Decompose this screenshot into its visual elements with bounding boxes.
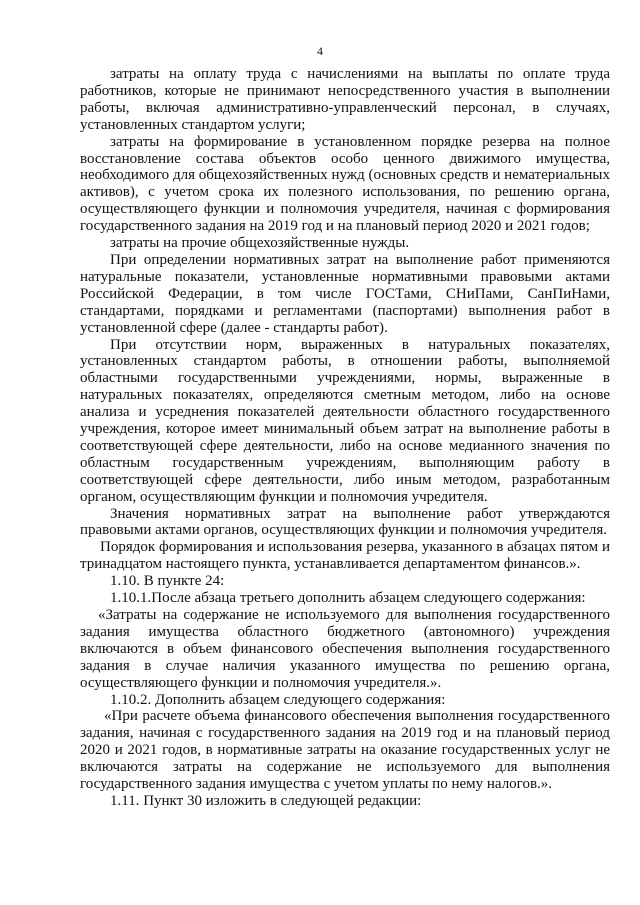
paragraph-item-1-10-1: 1.10.1.После абзаца третьего дополнить абзацем следующего содержания:: [110, 590, 586, 607]
paragraph-cost-values: Значения нормативных затрат на выполнение работ утверждаются правовыми актами органов, осуществляющих функции и полномочия учредителя.: [80, 505, 610, 539]
paragraph-natural-indicators: При определении нормативных затрат на выполнение работ применяются натуральные показатели, установленные нормативными правовыми актами Российской Федерации, в том числе ГОСТами, СНиПами, СанПиНами, стандартами, порядками и регламентами (паспортами) выполнения работ в установленной сфере (далее - стандарты работ).: [80, 251, 610, 336]
paragraph-item-1-11: 1.11. Пункт 30 изложить в следующей редакции:: [110, 792, 422, 809]
document-body: [80, 66, 610, 810]
paragraph-item-1-10-2: 1.10.2. Дополнить абзацем следующего содержания:: [110, 691, 446, 708]
paragraph-reserve-procedure: Порядок формирования и использования резерва, указанного в абзацах пятом и тринадцатом настоящего пункта, устанавливается департаментом финансов.».: [80, 539, 610, 573]
paragraph-reserve-costs: затраты на формирование в установленном порядке резерва на полное восстановление состава объектов особо ценного движимого имущества, необходимого для общехозяйственных нужд (основных средств и нематериальных активов), с учетом срока их полезного использования, по решению органа, осуществляющего функции и полномочия учредителя, начиная с формирования государственного задания на 2019 год и на плановый период 2020 и 2021 годов;: [80, 133, 610, 235]
paragraph-absent-norms: При отсутствии норм, выраженных в натуральных показателях, установленных стандартом работы, в отношении работы, выполняемой областными государственными учреждениями, нормы, выраженные в натуральных показателях, определяются сметным методом, либо на основе анализа и усреднения показателей деятельности областного государственного учреждения, которое имеет минимальный объем затрат на выполнение работы в соответствующей сфере деятельности, либо на основе медианного значения по областным государственным учреждениям, выполняющим работу в соответствующей сфере деятельности, либо иным методом, разработанным органом, осуществляющим функции и полномочия учредителя.: [80, 336, 610, 505]
paragraph-labor-costs: затраты на оплату труда с начислениями на выплаты по оплате труда работников, которые не принимают непосредственного участия в выполнении работы, включая административно-управленческий персонал, в случаях, установленных стандартом услуги;: [80, 66, 610, 133]
paragraph-other-costs: затраты на прочие общехозяйственные нужды.: [110, 235, 410, 252]
page-number: 4: [317, 44, 323, 58]
paragraph-quote-calculation: «При расчете объема финансового обеспечения выполнения государственного задания, начиная с государственного задания на 2019 год и на плановый период 2020 и 2021 годов, в нормативные затраты на оказание государственных услуг не включаются затраты на содержание не используемого для выполнения государственного задания имущества с учетом уплаты по нему налогов.».: [80, 708, 610, 793]
paragraph-quote-maintenance: «Затраты на содержание не используемого для выполнения государственного задания имущества областного бюджетного (автономного) учреждения включаются в объем финансового обеспечения выполнения государственного задания в случае наличия указанного имущества по решению органа, осуществляющего функции и полномочия учредителя.».: [80, 607, 610, 691]
paragraph-item-1-10: 1.10. В пункте 24:: [110, 573, 225, 590]
